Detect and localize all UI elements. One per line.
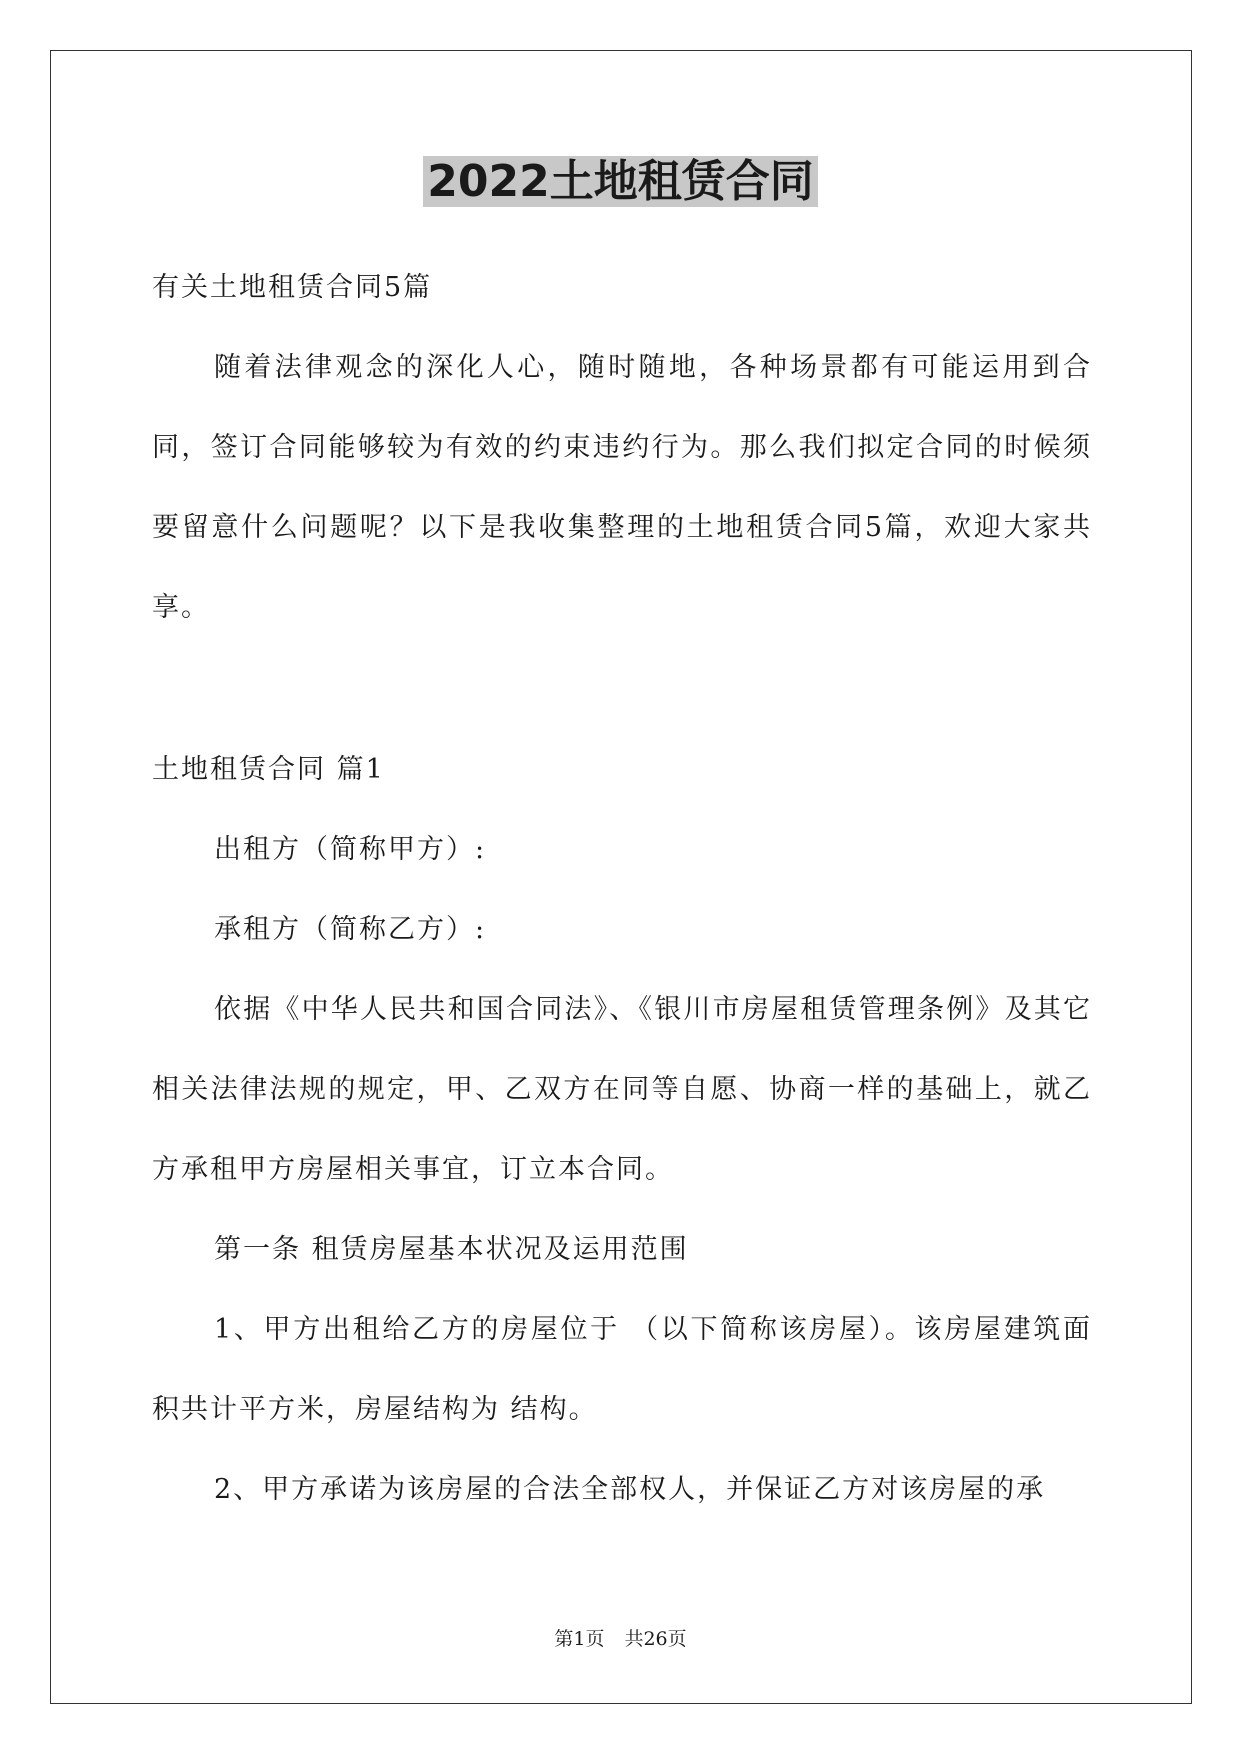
lessor-line: 出租方（简称甲方）: xyxy=(214,834,487,865)
intro-heading: 有关土地租赁合同5篇 xyxy=(152,272,433,303)
document-title: 2022土地租赁合同 xyxy=(423,156,817,207)
total-pages: 共26页 xyxy=(624,1628,687,1650)
basis-paragraph: 依据《中华人民共和国合同法》、《银川市房屋租赁管理条例》及其它相关法律法规的规定，甲、乙双方在同等自愿、协商一样的基础上，就乙方承租甲方房屋相关事宜，订立本合同。 xyxy=(152,994,1092,1185)
clause-one: 1、甲方出租给乙方的房屋位于 （以下简称该房屋）。该房屋建筑面积共计平方米，房屋结构为 结构。 xyxy=(152,1314,1092,1425)
page-footer xyxy=(0,1627,1241,1651)
document-body xyxy=(152,248,1092,1530)
intro-paragraph: 随着法律观念的深化人心，随时随地，各种场景都有可能运用到合同，签订合同能够较为有效的约束违约行为。那么我们拟定合同的时候须要留意什么问题呢？以下是我收集整理的土地租赁合同5篇，欢迎大家共享。 xyxy=(152,352,1092,623)
section-heading: 土地租赁合同 篇1 xyxy=(152,754,385,785)
document-title-container xyxy=(0,152,1241,212)
article-one-heading: 第一条 租赁房屋基本状况及运用范围 xyxy=(214,1234,689,1265)
page-number: 第1页 xyxy=(554,1628,605,1650)
clause-two: 2、甲方承诺为该房屋的合法全部权人，并保证乙方对该房屋的承 xyxy=(214,1474,1046,1505)
lessee-line: 承租方（简称乙方）: xyxy=(214,914,487,945)
